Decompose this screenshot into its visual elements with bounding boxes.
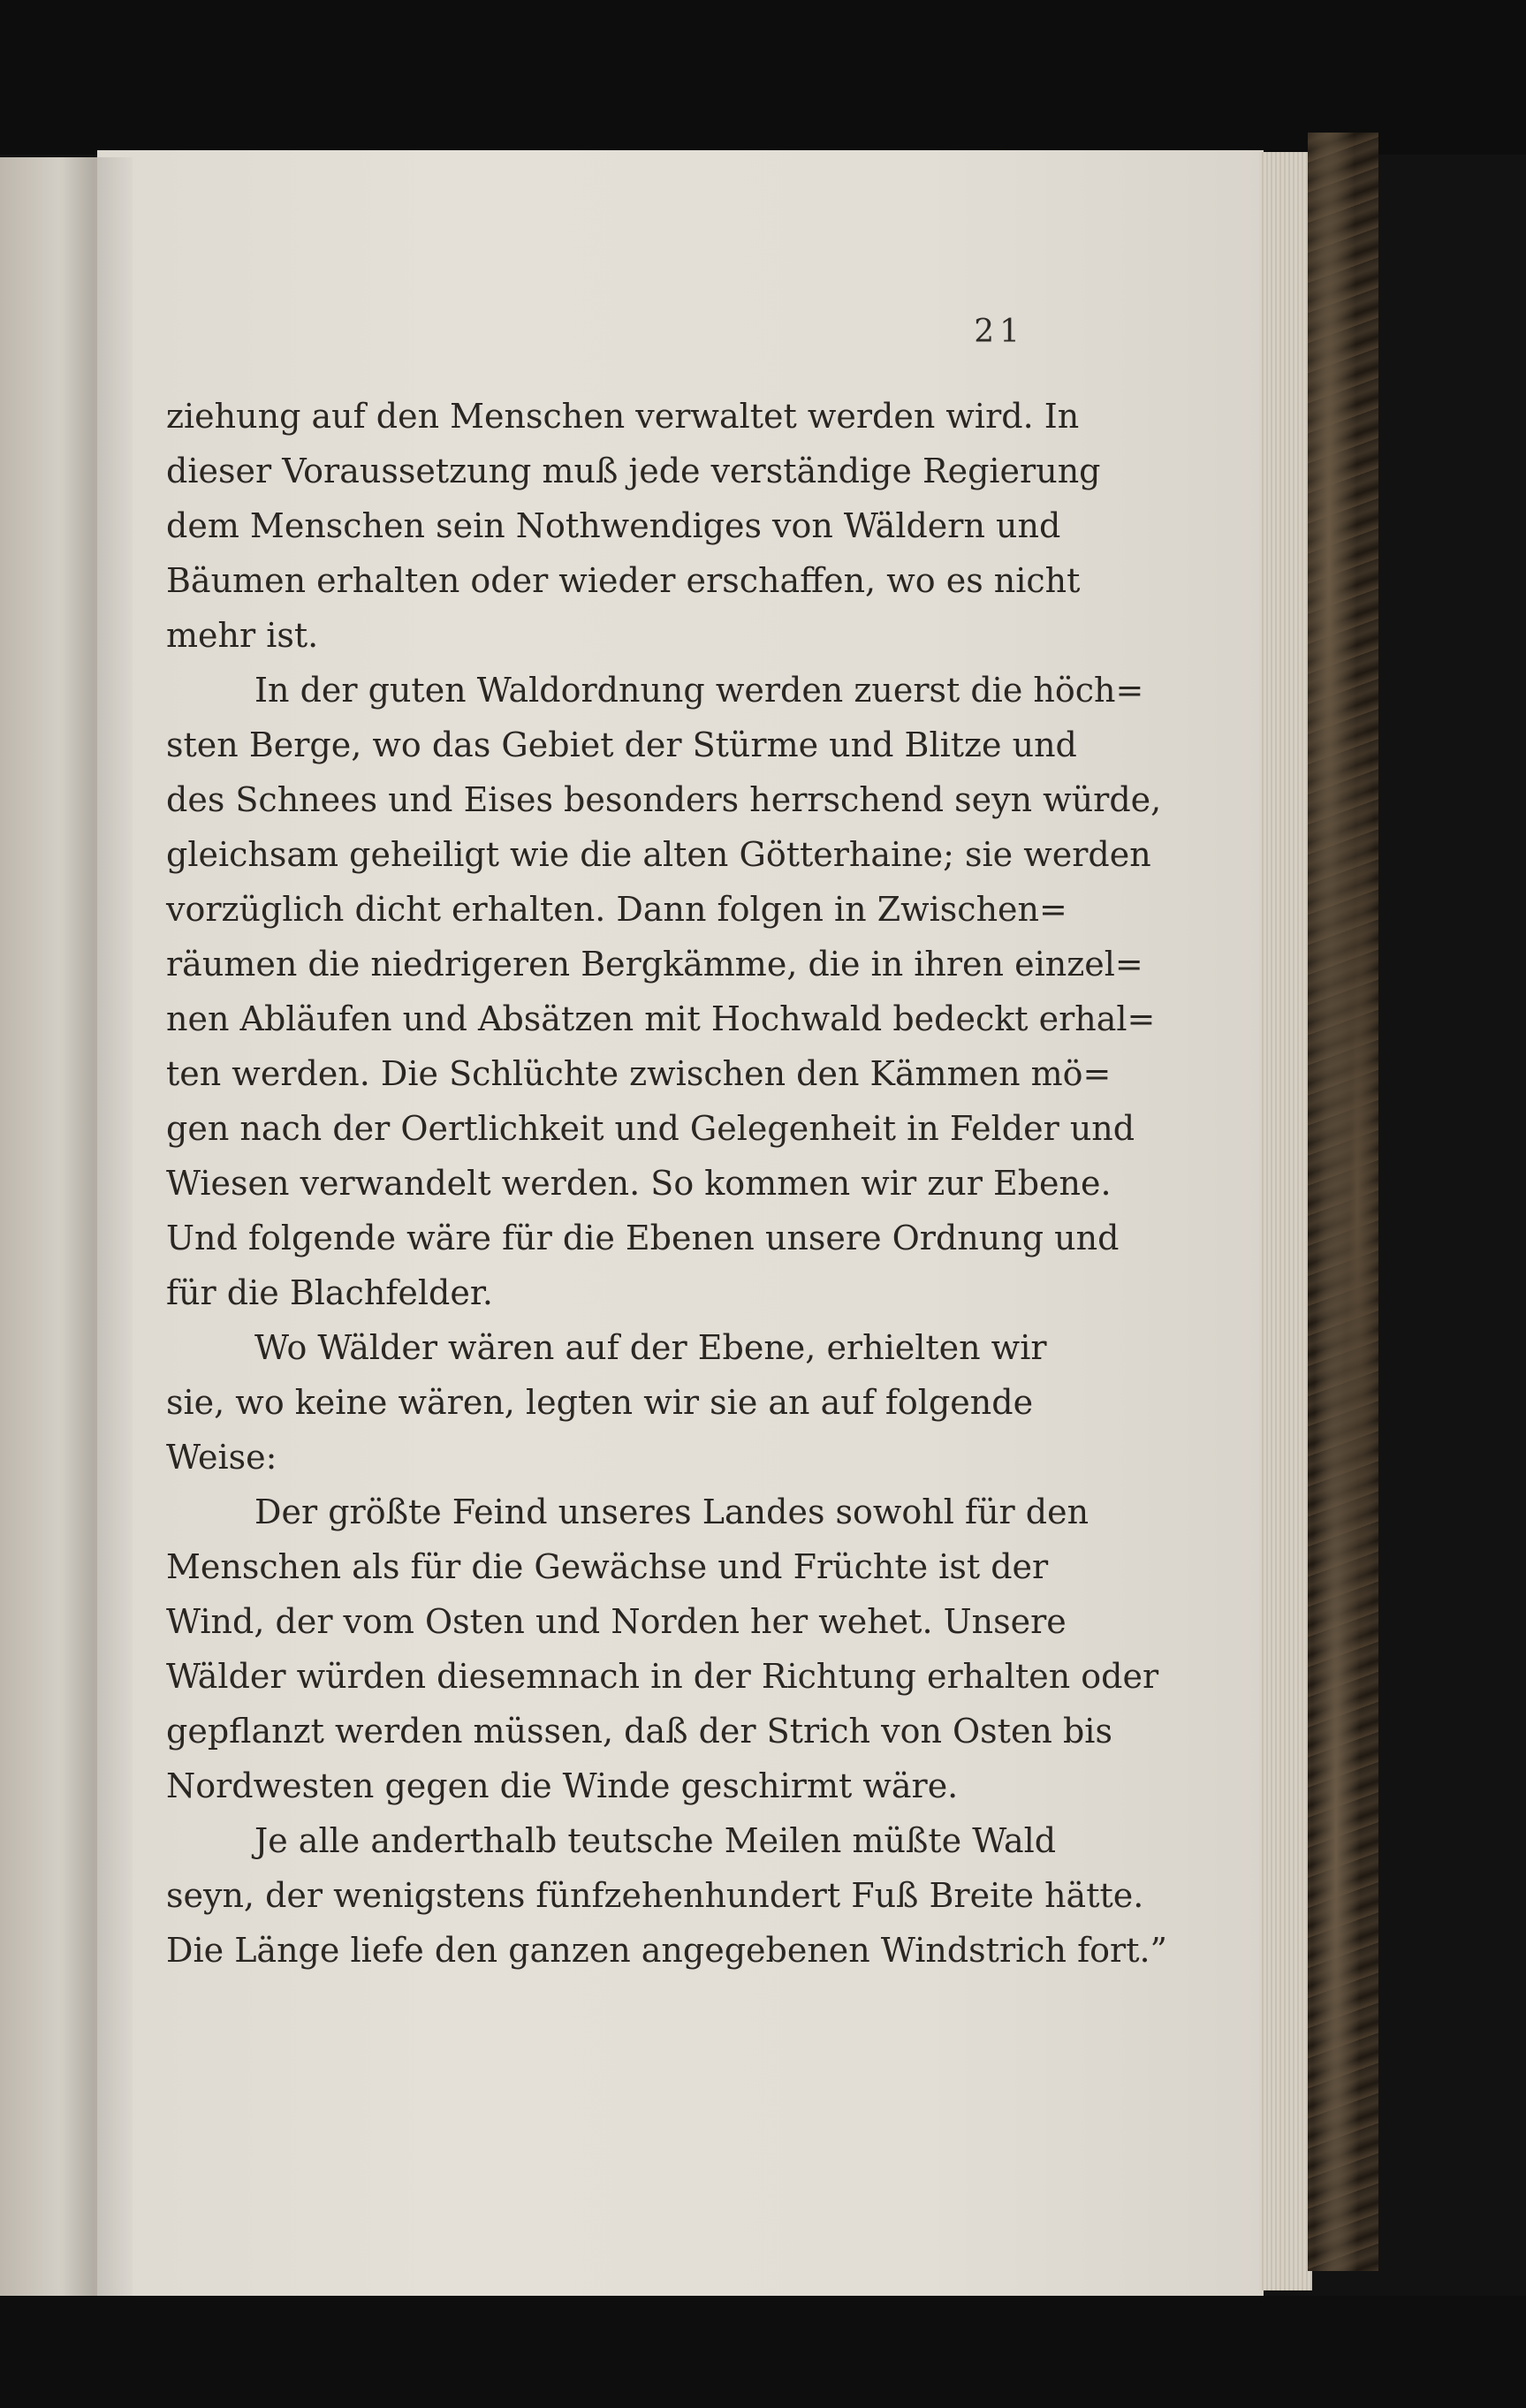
text-line: Menschen als für die Gewächse und Früchte ist der bbox=[166, 1547, 1049, 1586]
text-line: Wo Wälder wären auf der Ebene, erhielten wir bbox=[254, 1328, 1047, 1367]
page-edges bbox=[1259, 152, 1312, 2290]
text-line: vorzüglich dicht erhalten. Dann folgen in Zwischen= bbox=[166, 890, 1067, 929]
page-number: 21 bbox=[974, 314, 1025, 350]
text-line: Bäumen erhalten oder wieder erschaffen, wo es nicht bbox=[166, 561, 1081, 600]
marbled-cover bbox=[1308, 133, 1378, 2271]
text-line: Der größte Feind unseres Landes sowohl für den bbox=[254, 1493, 1089, 1531]
text-line: seyn, der wenigstens fünfzehenhundert Fuß Breite hätte. bbox=[166, 1876, 1144, 1915]
text-line: des Schnees und Eises besonders herrschend seyn würde, bbox=[166, 780, 1162, 819]
gutter-shadow bbox=[62, 157, 133, 2296]
text-line: gleichsam geheiligt wie die alten Götterhaine; sie werden bbox=[166, 835, 1151, 874]
text-line: In der guten Waldordnung werden zuerst die höch= bbox=[254, 671, 1144, 710]
text-line: Wälder würden diesemnach in der Richtung erhalten oder bbox=[166, 1657, 1159, 1696]
text-line: dieser Voraussetzung muß jede verständige Regierung bbox=[166, 452, 1101, 490]
body-text bbox=[166, 389, 1167, 1978]
background-top bbox=[0, 0, 1526, 155]
text-line: sten Berge, wo das Gebiet der Stürme und Blitze und bbox=[166, 725, 1077, 764]
text-line: dem Menschen sein Nothwendiges von Wäldern und bbox=[166, 506, 1061, 545]
text-line: gepflanzt werden müssen, daß der Strich von Osten bis bbox=[166, 1712, 1112, 1751]
text-line: Die Länge liefe den ganzen angegebenen Windstrich fort.” bbox=[166, 1931, 1167, 1970]
text-line: nen Abläufen und Absätzen mit Hochwald bedeckt erhal= bbox=[166, 999, 1156, 1038]
text-line: sie, wo keine wären, legten wir sie an auf folgende bbox=[166, 1383, 1034, 1422]
background-bottom bbox=[0, 2296, 1526, 2408]
text-line: mehr ist. bbox=[166, 616, 319, 655]
text-line: Wind, der vom Osten und Norden her wehet. Unsere bbox=[166, 1602, 1067, 1641]
text-line: Weise: bbox=[166, 1438, 277, 1477]
text-line: ziehung auf den Menschen verwaltet werden wird. In bbox=[166, 397, 1080, 436]
text-line: gen nach der Oertlichkeit und Gelegenheit in Felder und bbox=[166, 1109, 1135, 1148]
text-line: Wiesen verwandelt werden. So kommen wir zur Ebene. bbox=[166, 1164, 1112, 1203]
text-line: für die Blachfelder. bbox=[166, 1273, 493, 1312]
text-line: räumen die niedrigeren Bergkämme, die in ihren einzel= bbox=[166, 945, 1143, 984]
text-line: Je alle anderthalb teutsche Meilen müßte Wald bbox=[254, 1821, 1057, 1860]
text-line: ten werden. Die Schlüchte zwischen den Kämmen mö= bbox=[166, 1054, 1112, 1093]
text-line: Nordwesten gegen die Winde geschirmt wäre. bbox=[166, 1766, 959, 1805]
text-line: Und folgende wäre für die Ebenen unsere Ordnung und bbox=[166, 1219, 1120, 1257]
